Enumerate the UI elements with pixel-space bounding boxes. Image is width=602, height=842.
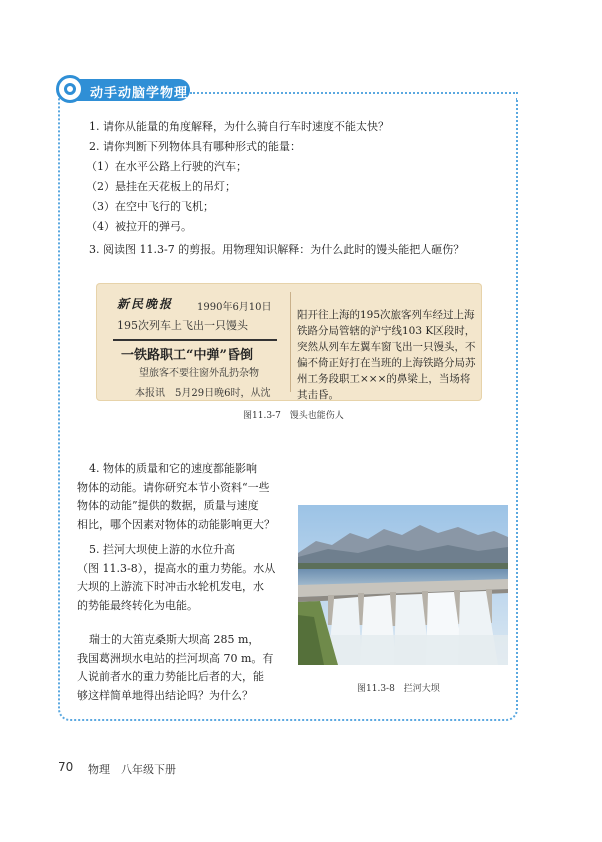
clipping-divider <box>290 292 291 392</box>
clipping-tagline: 望旅客不要往窗外乱扔杂物 <box>139 368 259 379</box>
figure-caption-11-3-7: 图11.3-7 馒头也能伤人 <box>243 411 344 421</box>
question-5-line: 5. 拦河大坝使上游的水位升高 <box>89 543 235 556</box>
section-title: 动手动脑学物理 <box>90 86 189 101</box>
clipping-date: 1990年6月10日 <box>197 302 272 313</box>
question-4-line: 物体的动能”提供的数据，质量与速度 <box>77 499 259 512</box>
question-5-line: （图 11.3-8），提高水的重力势能。水从 <box>77 561 276 575</box>
question-5-line: 我国葛洲坝水电站的拦河坝高 70 m。有 <box>77 651 274 665</box>
question-5-line: 够这样简单地得出结论吗？为什么？ <box>77 688 253 702</box>
page-number: 70 <box>58 760 74 774</box>
clipping-rule <box>113 339 277 341</box>
question-1: 1. 请你从能量的角度解释，为什么骑自行车时速度不能太快？ <box>89 120 389 133</box>
question-2: 2. 请你判断下列物体具有哪种形式的能量： <box>89 140 301 153</box>
question-2-item: （3）在空中飞行的飞机； <box>86 200 214 213</box>
question-5-line: 瑞士的大笛克桑斯大坝高 285 m， <box>89 633 260 646</box>
question-5-line: 人说前者水的重力势能比后者的大，能 <box>77 670 264 683</box>
question-2-item: （1）在水平公路上行驶的汽车； <box>86 160 247 173</box>
clipping-headline: 一铁路职工“中弹”昏倒 <box>121 348 253 363</box>
header-dotted-line <box>190 92 518 94</box>
question-2-item: （2）悬挂在天花板上的吊灯； <box>86 180 236 193</box>
question-5-line: 的势能最终转化为电能。 <box>77 598 198 612</box>
question-5-line: 大坝的上游流下时冲击水轮机发电，水 <box>77 580 264 593</box>
question-3: 3. 阅读图 11.3-7 的剪报。用物理知识解释：为什么此时的馒头能把人砸伤？ <box>89 243 465 256</box>
question-5-part-2 <box>77 631 287 705</box>
clipping-dateline: 本报讯 5月29日晚6时，从沈 <box>135 388 271 399</box>
clipping-body: 阳开往上海的195次旅客列车经过上海铁路分局管辖的沪宁线103 K区段时，突然从列车左翼车窗飞出一只馒头，不偏不倚正好打在当班的上海铁路分局苏州工务段职工×××的鼻梁上，当场将其击昏。 <box>297 309 476 401</box>
question-4 <box>77 460 287 534</box>
question-4-line: 4. 物体的质量和它的速度都能影响 <box>89 462 257 475</box>
newspaper-name: 新民晚报 <box>117 297 174 311</box>
question-4-line: 相比，哪个因素对物体的动能影响更大？ <box>77 517 275 531</box>
question-5 <box>77 541 287 615</box>
dam-photo <box>298 505 508 665</box>
question-4-line: 物体的动能。请你研究本节小资料“一些 <box>77 480 270 494</box>
figure-caption-11-3-8: 图11.3-8 拦河大坝 <box>357 684 440 694</box>
clipping-subhead: 195次列车上飞出一只馒头 <box>117 319 248 332</box>
question-2-item: （4）被拉开的弹弓。 <box>86 220 192 233</box>
book-title: 物理 八年级下册 <box>88 763 176 776</box>
